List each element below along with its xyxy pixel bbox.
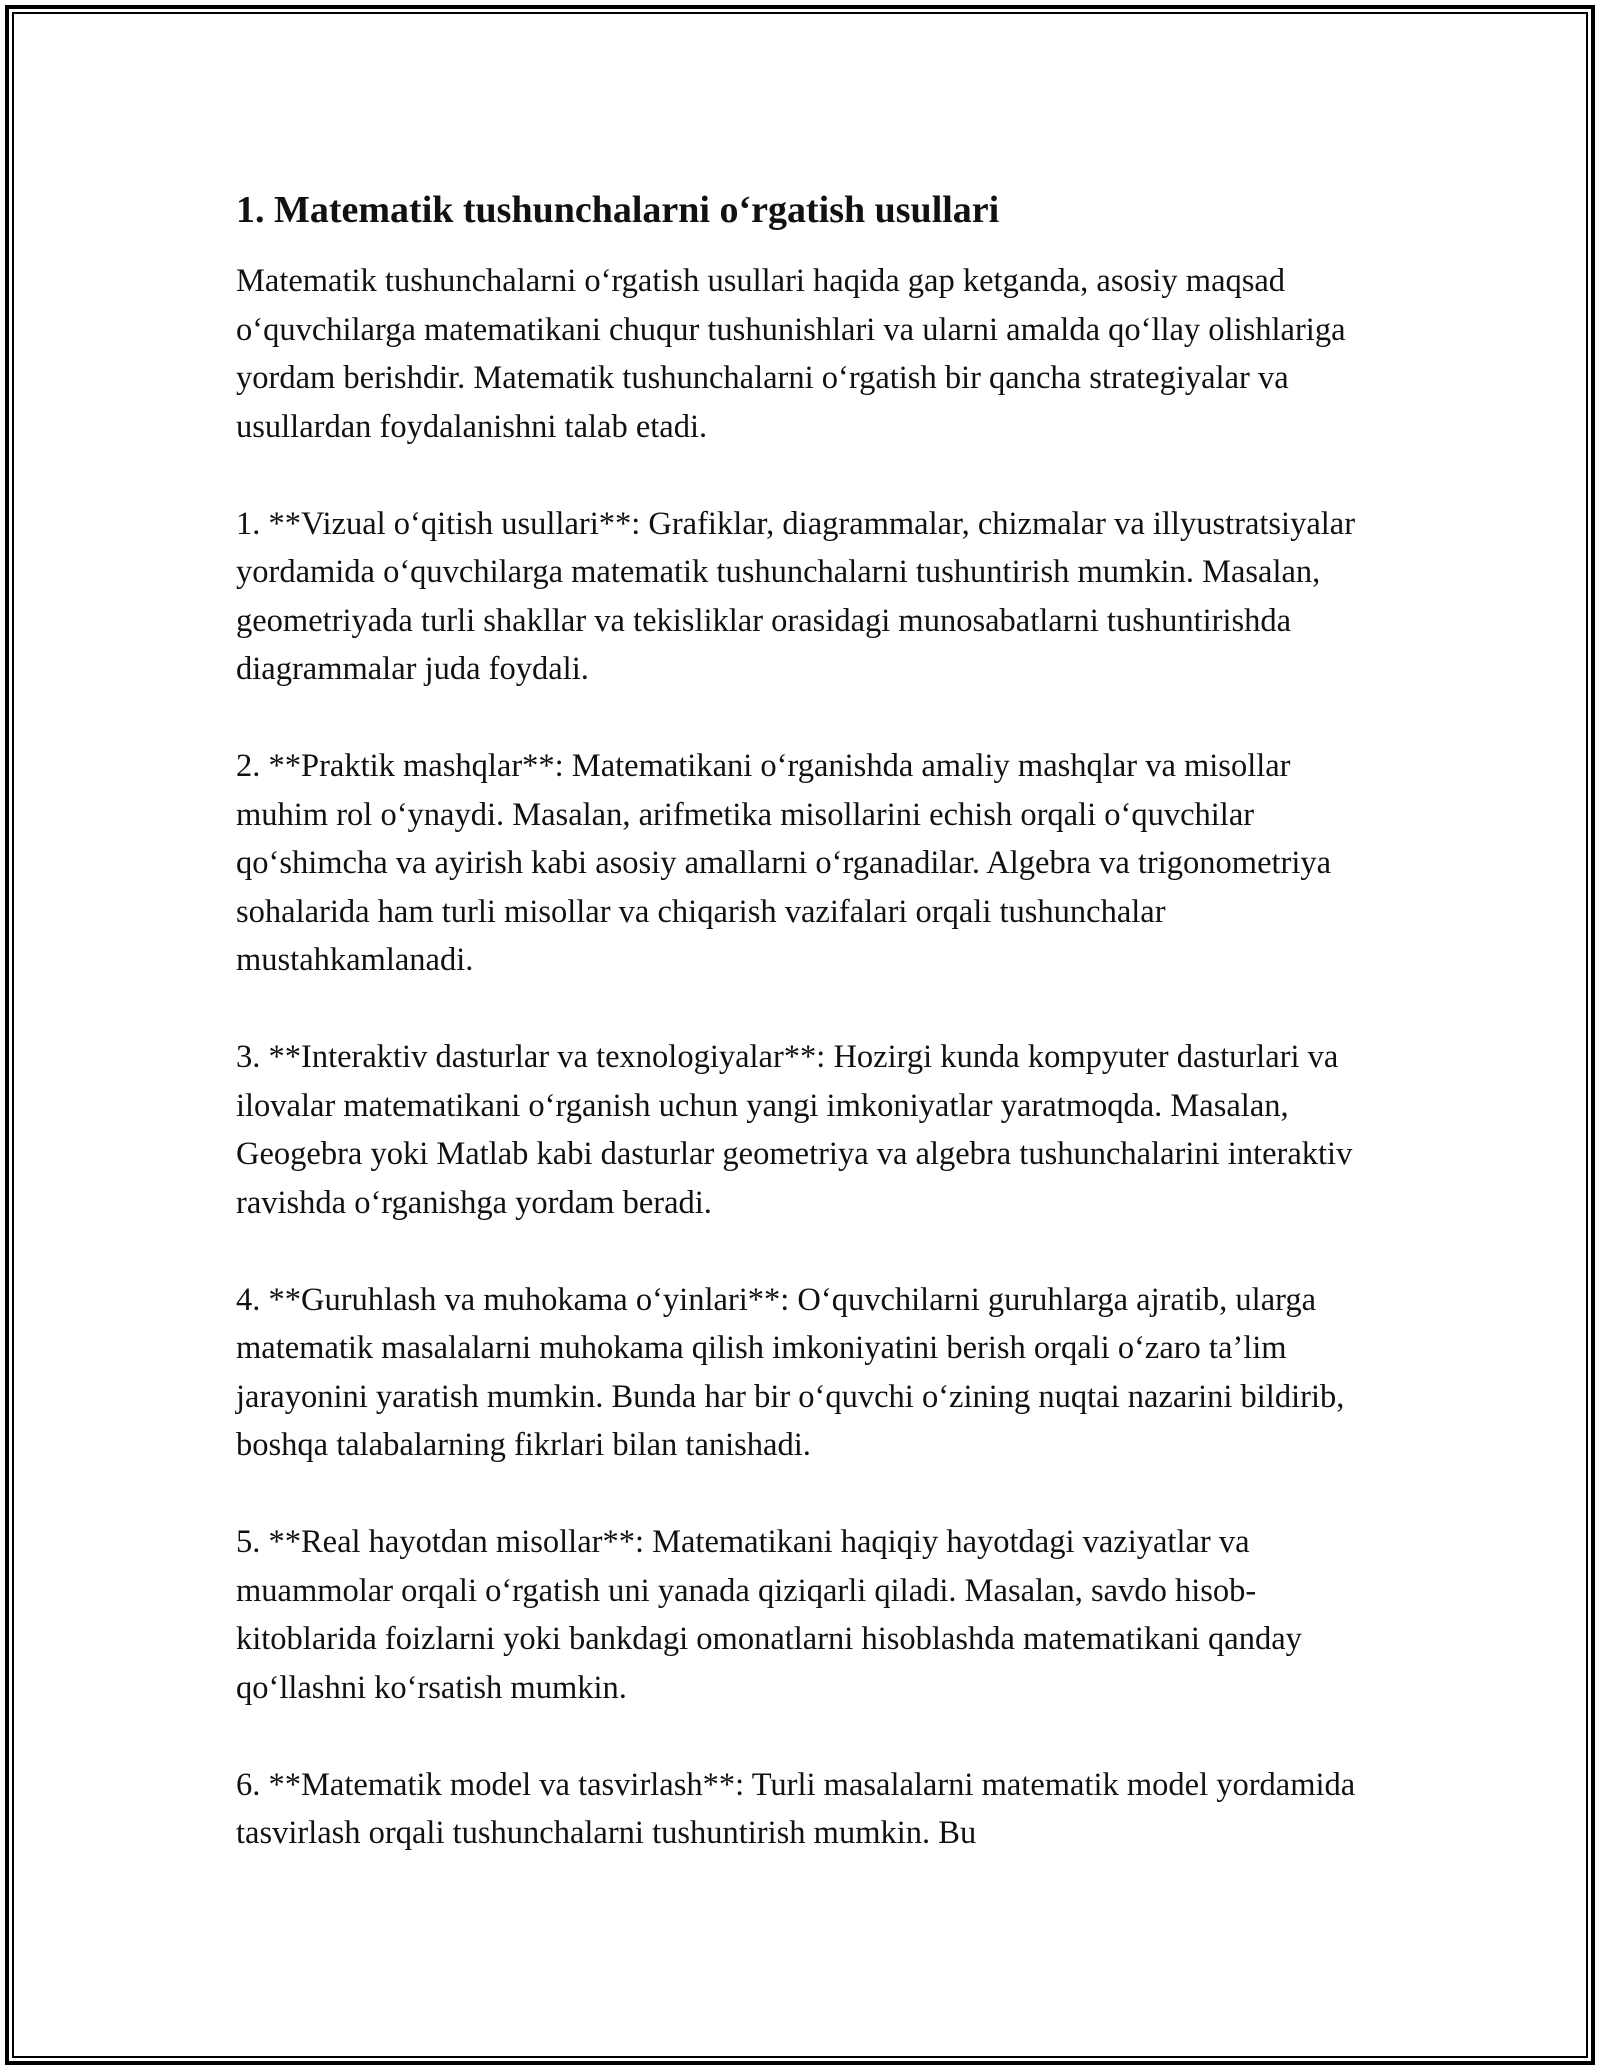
intro-paragraph: Matematik tushunchalarni o‘rgatish usullari haqida gap ketganda, asosiy maqsad o‘quvchilarga matematikani chuqur tushunishlari va ularni amalda qo‘llay olishlariga yordam berishdir. Matematik tushunchalarni o‘rgatish bir qancha strategiyalar va usullardan foydalanishni talab etadi.: [236, 263, 1346, 445]
list-item-practical-exercises: 2. **Praktik mashqlar**: Matematikani o‘rganishda amaliy mashqlar va misollar muhim rol o‘ynaydi. Masalan, arifmetika misollarini echish orqali o‘quvchilar qo‘shimcha va ayirish kabi asosiy amallarni o‘rganadilar. Algebra va trigonometriya sohalarida ham turli misollar va chiqarish vazifalari orqali tushunchalar mustahkamlanadi.: [236, 748, 1332, 978]
list-item-real-life-examples: 5. **Real hayotdan misollar**: Matematikani haqiqiy hayotdagi vaziyatlar va muammolar orqali o‘rgatish uni yanada qiziqarli qiladi. Masalan, savdo hisob-kitoblarida foizlarni yoki bankdagi omonatlarni hisoblashda matematikani qanday qo‘llashni ko‘rsatish mumkin.: [236, 1524, 1302, 1706]
list-item-visual-methods: 1. **Vizual o‘qitish usullari**: Grafiklar, diagrammalar, chizmalar va illyustratsiyalar yordamida o‘quvchilarga matematik tushunchalarni tushuntirish mumkin. Masalan, geometriyada turli shakllar va tekisliklar orasidagi munosabatlarni tushuntirishda diagrammalar juda foydali.: [236, 505, 1356, 687]
document-body: [236, 185, 1366, 1906]
list-item-math-modeling: 6. **Matematik model va tasvirlash**: Turli masalalarni matematik model yordamida tasvirlash orqali tushunchalarni tushuntirish mumkin. Bu: [236, 1766, 1356, 1851]
list-item-group-discussion: 4. **Guruhlash va muhokama o‘yinlari**: O‘quvchilarni guruhlarga ajratib, ularga matematik masalalarni muhokama qilish imkoniyatini berish orqali o‘zaro ta’lim jarayonini yaratish mumkin. Bunda har bir o‘quvchi o‘zining nuqtai nazarini bildirib, boshqa talabalarning fikrlari bilan tanishadi.: [236, 1281, 1345, 1463]
section-title: 1. Matematik tushunchalarni o‘rgatish usullari: [236, 189, 1000, 231]
list-item-interactive-software: 3. **Interaktiv dasturlar va texnologiyalar**: Hozirgi kunda kompyuter dasturlari va ilovalar matematikani o‘rganish uchun yangi imkoniyatlar yaratmoqda. Masalan, Geogebra yoki Matlab kabi dasturlar geometriya va algebra tushunchalarini interaktiv ravishda o‘rganishga yordam beradi.: [236, 1039, 1353, 1221]
